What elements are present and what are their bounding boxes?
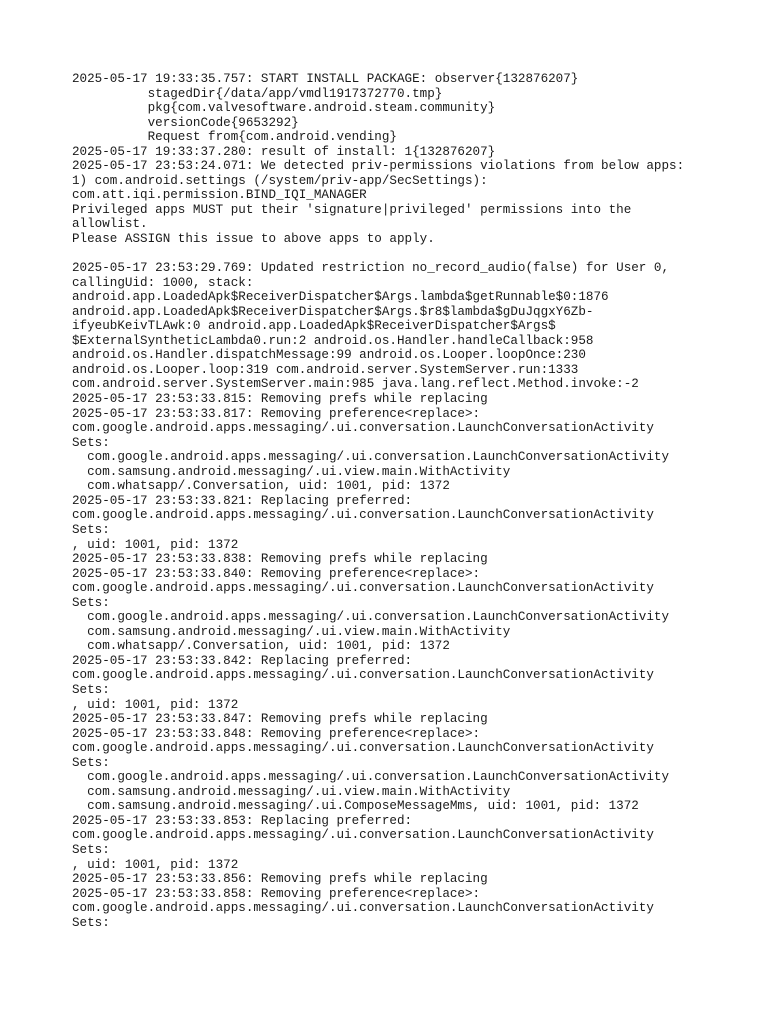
log-line: $ExternalSyntheticLambda0.run:2 android.os.Handler.handleCallback:958 bbox=[72, 333, 594, 348]
log-line: com.google.android.apps.messaging/.ui.conversation.LaunchConversationActivity bbox=[72, 610, 670, 625]
log-line: 2025-05-17 23:53:33.815: Removing prefs while replacing bbox=[72, 392, 488, 407]
log-line: com.google.android.apps.messaging/.ui.conversation.LaunchConversationActivity bbox=[72, 450, 670, 465]
log-line: com.whatsapp/.Conversation, uid: 1001, pid: 1372 bbox=[72, 479, 450, 494]
log-line: 2025-05-17 23:53:33.817: Removing preference<replace>: bbox=[72, 406, 481, 421]
log-line: android.os.Looper.loop:319 com.android.server.SystemServer.run:1333 bbox=[72, 362, 579, 377]
log-line: Please ASSIGN this issue to above apps to apply. bbox=[72, 232, 435, 247]
log-document bbox=[72, 72, 696, 930]
log-line: 2025-05-17 23:53:33.842: Replacing preferred: bbox=[72, 653, 413, 668]
log-line: com.samsung.android.messaging/.ui.ComposeMessageMms, uid: 1001, pid: 1372 bbox=[72, 799, 639, 814]
log-line: 2025-05-17 23:53:33.840: Removing preference<replace>: bbox=[72, 566, 481, 581]
log-line: 2025-05-17 23:53:33.858: Removing preference<replace>: bbox=[72, 886, 481, 901]
log-line: com.google.android.apps.messaging/.ui.conversation.LaunchConversationActivity bbox=[72, 828, 654, 843]
log-line: com.google.android.apps.messaging/.ui.conversation.LaunchConversationActivity bbox=[72, 421, 654, 436]
log-line: 2025-05-17 23:53:33.853: Replacing preferred: bbox=[72, 813, 413, 828]
log-line: com.google.android.apps.messaging/.ui.conversation.LaunchConversationActivity bbox=[72, 508, 654, 523]
log-line: Sets: bbox=[72, 755, 110, 770]
log-line: com.google.android.apps.messaging/.ui.conversation.LaunchConversationActivity bbox=[72, 901, 654, 916]
log-line: com.google.android.apps.messaging/.ui.conversation.LaunchConversationActivity bbox=[72, 741, 654, 756]
log-line: android.app.LoadedApk$ReceiverDispatcher$Args.$r8$lambda$gDuJqgxY6Zb- bbox=[72, 304, 594, 319]
log-line: com.google.android.apps.messaging/.ui.conversation.LaunchConversationActivity bbox=[72, 668, 654, 683]
log-line: 2025-05-17 19:33:37.280: result of install: 1{132876207} bbox=[72, 144, 496, 159]
log-line: Privileged apps MUST put their 'signature|privileged' permissions into the bbox=[72, 202, 632, 217]
log-line: Sets: bbox=[72, 842, 110, 857]
log-line: 2025-05-17 23:53:29.769: Updated restriction no_record_audio(false) for User 0, bbox=[72, 261, 670, 276]
log-line: 2025-05-17 23:53:24.071: We detected priv-permissions violations from below apps: bbox=[72, 159, 685, 174]
log-line: 2025-05-17 23:53:33.848: Removing preference<replace>: bbox=[72, 726, 481, 741]
log-line: com.google.android.apps.messaging/.ui.conversation.LaunchConversationActivity bbox=[72, 581, 654, 596]
log-line: , uid: 1001, pid: 1372 bbox=[72, 857, 239, 872]
log-line: allowlist. bbox=[72, 217, 148, 232]
log-line: 2025-05-17 23:53:33.847: Removing prefs while replacing bbox=[72, 712, 488, 727]
log-line: com.att.iqi.permission.BIND_IQI_MANAGER bbox=[72, 188, 367, 203]
log-line: , uid: 1001, pid: 1372 bbox=[72, 537, 239, 552]
log-line: ifyeubKeivTLAwk:0 android.app.LoadedApk$ReceiverDispatcher$Args$ bbox=[72, 319, 556, 334]
log-line: com.android.server.SystemServer.main:985 java.lang.reflect.Method.invoke:-2 bbox=[72, 377, 639, 392]
log-line: com.samsung.android.messaging/.ui.view.main.WithActivity bbox=[72, 784, 511, 799]
log-line: pkg{com.valvesoftware.android.steam.community} bbox=[72, 101, 496, 116]
log-line: com.whatsapp/.Conversation, uid: 1001, pid: 1372 bbox=[72, 639, 450, 654]
log-line: android.app.LoadedApk$ReceiverDispatcher$Args.lambda$getRunnable$0:1876 bbox=[72, 290, 609, 305]
log-line: , uid: 1001, pid: 1372 bbox=[72, 697, 239, 712]
log-line bbox=[72, 247, 696, 262]
log-line: android.os.Handler.dispatchMessage:99 android.os.Looper.loopOnce:230 bbox=[72, 348, 586, 363]
log-line: Sets: bbox=[72, 915, 110, 930]
log-line: stagedDir{/data/app/vmdl1917372770.tmp} bbox=[72, 86, 443, 101]
log-line: Sets: bbox=[72, 595, 110, 610]
log-line: Request from{com.android.vending} bbox=[72, 130, 397, 145]
log-line: Sets: bbox=[72, 682, 110, 697]
log-line: com.samsung.android.messaging/.ui.view.main.WithActivity bbox=[72, 624, 511, 639]
log-line: 2025-05-17 23:53:33.856: Removing prefs while replacing bbox=[72, 872, 488, 887]
log-line: 2025-05-17 19:33:35.757: START INSTALL PACKAGE: observer{132876207} bbox=[72, 72, 579, 86]
log-line: Sets: bbox=[72, 435, 110, 450]
log-line: com.samsung.android.messaging/.ui.view.main.WithActivity bbox=[72, 464, 511, 479]
log-line: 2025-05-17 23:53:33.838: Removing prefs while replacing bbox=[72, 552, 488, 567]
log-line: versionCode{9653292} bbox=[72, 115, 299, 130]
log-line: callingUid: 1000, stack: bbox=[72, 275, 254, 290]
log-line: 1) com.android.settings (/system/priv-app/SecSettings): bbox=[72, 173, 488, 188]
log-line: com.google.android.apps.messaging/.ui.conversation.LaunchConversationActivity bbox=[72, 770, 670, 785]
log-line: Sets: bbox=[72, 522, 110, 537]
log-line: 2025-05-17 23:53:33.821: Replacing preferred: bbox=[72, 493, 413, 508]
